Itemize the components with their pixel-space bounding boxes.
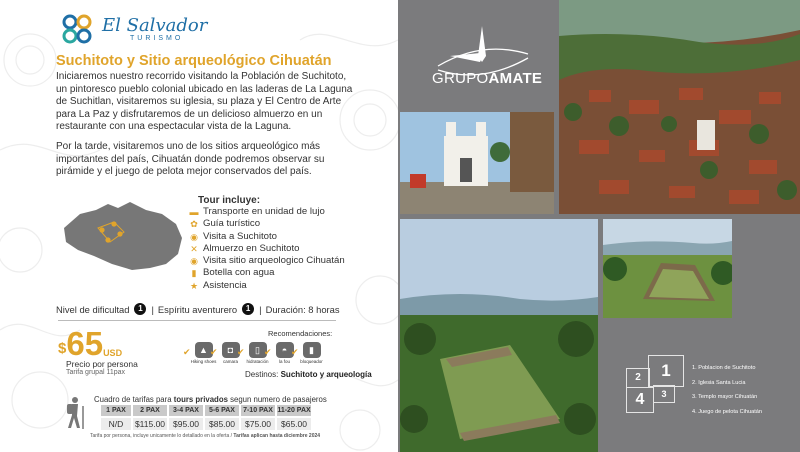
photo-caption: 2. Iglesia Santa Lucia [692, 379, 746, 386]
rate-column [133, 405, 167, 430]
adventure-badge: 1 [242, 303, 254, 315]
hat-icon: ◓ [276, 342, 294, 358]
rate-header: 1 PAX [101, 405, 131, 416]
rate-column [205, 405, 239, 430]
price-unit: USD [103, 348, 123, 358]
sunscreen-icon: ▮ [303, 342, 321, 358]
water-bottle-icon: ▮ [191, 268, 197, 279]
duration-text: Duración: 8 horas [265, 303, 340, 315]
tour-item [188, 231, 345, 243]
logo-subtitle: TURISMO [130, 34, 184, 42]
rate-column [241, 405, 275, 430]
camera-icon: ◘ [222, 342, 240, 358]
check-icon: ✔ [210, 347, 218, 357]
recommendation-label: hidratación [246, 359, 269, 364]
photo-index-3: 3 [653, 385, 675, 403]
photo-index-4: 4 [626, 387, 654, 413]
caption-part: segun numero de pasajeros [230, 395, 327, 404]
photo-caption: 4. Juego de pelota Cihuatán [692, 408, 762, 415]
rate-value: N/D [101, 418, 131, 430]
recommendation-label: Hiking shoes [190, 359, 217, 364]
photo-iglesia-santa-lucia [400, 112, 554, 214]
bus-icon: ▬ [189, 207, 199, 217]
brochure-left-panel [0, 0, 398, 452]
separator: | [259, 303, 262, 315]
wordmark-part: GRUPO [432, 70, 489, 87]
location-pin-icon: ◉ [190, 231, 198, 242]
tour-includes-list [188, 206, 345, 292]
photo-index-1: 1 [648, 355, 684, 387]
rate-value: $95.00 [169, 418, 203, 430]
hiking-shoes-icon: ▲ [195, 342, 213, 358]
dining-icon: ✕ [190, 243, 198, 254]
tour-item-label: Transporte en unidad de lujo [203, 206, 325, 217]
grupo-amate-wordmark [432, 70, 542, 87]
wordmark-bold: AMATE [488, 70, 543, 87]
rate-header: 5-6 PAX [205, 405, 239, 416]
caption-bold: tours privados [173, 395, 228, 404]
price-per-person: Precio por persona [66, 359, 138, 369]
difficulty-label: Nivel de dificultad [56, 303, 130, 315]
recommendation-item [291, 342, 325, 364]
location-pin-icon: ◉ [190, 256, 198, 267]
check-icon: ✔ [264, 347, 272, 357]
tour-item [188, 255, 345, 267]
difficulty-badge: 1 [134, 303, 146, 315]
photo-index-2: 2 [626, 368, 650, 388]
photo-templo-mayor [603, 219, 732, 318]
guide-icon: ✿ [190, 219, 198, 230]
group-rate: Tarifa grupal 11pax [66, 369, 126, 376]
tour-item-label: Botella con agua [203, 267, 275, 279]
tour-item-label: Guía turístico [203, 218, 261, 230]
private-rates-table [101, 405, 313, 430]
tour-item-label: Asistencia [203, 279, 247, 291]
adventure-label: Espíritu aventurero [157, 303, 238, 315]
rate-value: $85.00 [205, 418, 239, 430]
rate-header: 11-20 PAX [277, 407, 311, 414]
footnote [90, 433, 320, 439]
tour-item [188, 267, 345, 279]
photo-legend [692, 361, 762, 419]
difficulty-row [56, 303, 340, 315]
intro-paragraph: Iniciaremos nuestro recorrido visitando la Población de Suchitoto, un pintoresco pueblo colonial ubicado en las laderas de La Laguna de Suchitlan, visitaremos su iglesia, su plaza y El Centro de Arte para La Paz y disfrutaremos de un delicioso almuerzo en un restaurante con una espectacular vista de la Laguna. [56, 71, 353, 132]
rate-header: 3-4 PAX [169, 405, 203, 416]
separator: | [151, 303, 154, 315]
recommendations-title: Recomendaciones: [268, 329, 333, 338]
el-salvador-map-icon [58, 198, 186, 278]
check-icon: ✔ [237, 347, 245, 357]
divider [58, 320, 336, 321]
tour-includes-heading: Tour incluye: [198, 195, 261, 206]
tour-item-label: Visita sitio arqueologico Cihuatán [203, 255, 345, 267]
rate-value: $75.00 [241, 418, 275, 430]
tour-item [188, 206, 345, 218]
rate-column [169, 405, 203, 430]
afternoon-paragraph: Por la tarde, visitaremos uno de los sitios arqueológico más importantes del país, Cihuatán donde podremos observar su pirámide y el juego de pelota mejor conservados del país. [56, 141, 325, 177]
recommendation-label: la fou [278, 359, 290, 364]
tour-item-label: Almuerzo en Suchitoto [203, 242, 300, 254]
rate-value: $65.00 [277, 418, 311, 430]
destinations-row [245, 370, 372, 379]
rate-column [101, 405, 131, 430]
hydration-icon: ▯ [249, 342, 267, 358]
destinations-label: Destinos: [245, 370, 279, 379]
page-title: Suchitoto y Sitio arqueológico Cihuatán [56, 53, 332, 69]
el-salvador-emblem-icon [58, 10, 96, 48]
hiker-icon [62, 396, 88, 430]
tour-item [188, 243, 345, 255]
private-table-caption [94, 395, 327, 404]
recommendation-label: camara [222, 359, 238, 364]
star-icon: ★ [189, 280, 199, 291]
el-salvador-logo [58, 10, 207, 48]
tour-item [188, 280, 345, 292]
tour-item-label: Visita a Suchitoto [203, 230, 277, 242]
price-display [58, 326, 122, 362]
rate-header: 7-10 PAX [241, 405, 275, 416]
price-amount: 65 [66, 325, 104, 362]
recommendation-label: bloqueador [300, 359, 323, 364]
recommendations-row [183, 342, 325, 364]
rate-header: 2 PAX [133, 405, 167, 416]
logo-title: El Salvador [102, 14, 208, 36]
photo-caption: 3. Templo mayor Cihuatán [692, 394, 758, 400]
caption-part: Cuadro de tarifas para [94, 395, 172, 404]
rate-column [277, 405, 311, 430]
footnote-text: Tarifa por persona, incluye unicamente lo detallado en la oferta / [90, 433, 233, 439]
photo-caption: 1. Poblacion de Suchitoto [692, 365, 756, 371]
rate-value: $115.00 [134, 419, 166, 429]
photo-suchitoto-aerial [559, 0, 800, 214]
photo-juego-de-pelota [400, 219, 598, 452]
check-icon: ✔ [183, 347, 191, 357]
price-currency: $ [58, 340, 67, 357]
check-icon: ✔ [291, 347, 299, 357]
footnote-bold: Tarifas aplican hasta diciembre 2024 [233, 433, 321, 439]
destinations-value: Suchitoto y arqueología [280, 370, 372, 379]
tour-item [188, 218, 345, 230]
